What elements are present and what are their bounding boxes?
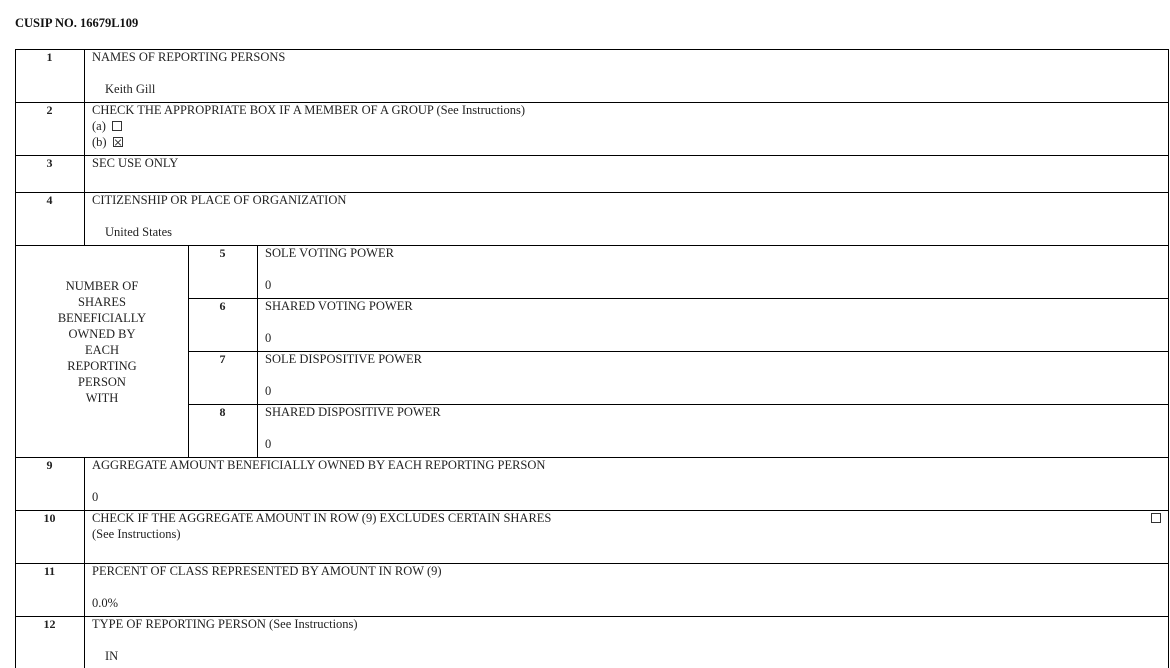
- row-number: 4: [46, 193, 53, 207]
- shared-voting-power-value: 0: [265, 331, 272, 345]
- row-label: AGGREGATE AMOUNT BENEFICIALLY OWNED BY EACH REPORTING PERSON: [92, 458, 546, 472]
- row-number: 9: [46, 458, 53, 472]
- row-number: 8: [219, 405, 226, 419]
- checkbox-a[interactable]: [112, 121, 122, 131]
- row-label: SOLE VOTING POWER: [265, 246, 394, 260]
- row-label: CHECK IF THE AGGREGATE AMOUNT IN ROW (9) EXCLUDES CERTAIN SHARES: [92, 511, 552, 525]
- checkbox-excludes-shares[interactable]: [1151, 513, 1161, 523]
- row-number: 2: [46, 103, 53, 117]
- cusip-number: CUSIP NO. 16679L109: [15, 16, 139, 30]
- row-number: 5: [219, 246, 226, 260]
- percent-of-class-value: 0.0%: [92, 596, 119, 610]
- row-number: 7: [219, 352, 226, 366]
- shares-line: NUMBER OF: [65, 279, 139, 293]
- row-label: SEC USE ONLY: [92, 156, 179, 170]
- reporting-person-type-value: IN: [105, 649, 119, 663]
- option-a-label: (a): [92, 119, 106, 133]
- shares-line: BENEFICIALLY: [57, 311, 147, 325]
- row-label: CHECK THE APPROPRIATE BOX IF A MEMBER OF A GROUP (See Instructions): [92, 103, 526, 117]
- row-label: NAMES OF REPORTING PERSONS: [92, 50, 286, 64]
- row-label: SHARED VOTING POWER: [265, 299, 413, 313]
- row-label: PERCENT OF CLASS REPRESENTED BY AMOUNT IN ROW (9): [92, 564, 442, 578]
- row-label: SHARED DISPOSITIVE POWER: [265, 405, 441, 419]
- aggregate-amount-value: 0: [92, 490, 99, 504]
- option-b-label: (b): [92, 135, 107, 149]
- row-number: 10: [43, 511, 56, 525]
- group-option-b: [92, 135, 123, 150]
- shares-line: EACH: [84, 343, 120, 357]
- row-number: 1: [46, 50, 53, 64]
- row-number: 3: [46, 156, 53, 170]
- shares-line: OWNED BY: [68, 327, 136, 341]
- checkbox-b[interactable]: [113, 137, 123, 147]
- group-option-a: [92, 119, 122, 134]
- shares-line: PERSON: [78, 375, 126, 389]
- shared-dispositive-power-value: 0: [265, 437, 272, 451]
- row-label: CITIZENSHIP OR PLACE OF ORGANIZATION: [92, 193, 347, 207]
- reporting-person-name: Keith Gill: [105, 82, 156, 96]
- shares-line: SHARES: [78, 295, 126, 309]
- shares-line: WITH: [85, 391, 119, 405]
- sole-voting-power-value: 0: [265, 278, 272, 292]
- row-number: 6: [219, 299, 226, 313]
- shares-block-label: [16, 278, 188, 406]
- row-label: TYPE OF REPORTING PERSON (See Instructions): [92, 617, 358, 631]
- shares-line: REPORTING: [67, 359, 137, 373]
- row-number: 12: [43, 617, 56, 631]
- citizenship-value: United States: [105, 225, 173, 239]
- row-label-continued: (See Instructions): [92, 527, 181, 541]
- row-number: 11: [43, 564, 56, 578]
- sole-dispositive-power-value: 0: [265, 384, 272, 398]
- row-label: SOLE DISPOSITIVE POWER: [265, 352, 422, 366]
- row10-checkbox-wrap: [1148, 511, 1161, 526]
